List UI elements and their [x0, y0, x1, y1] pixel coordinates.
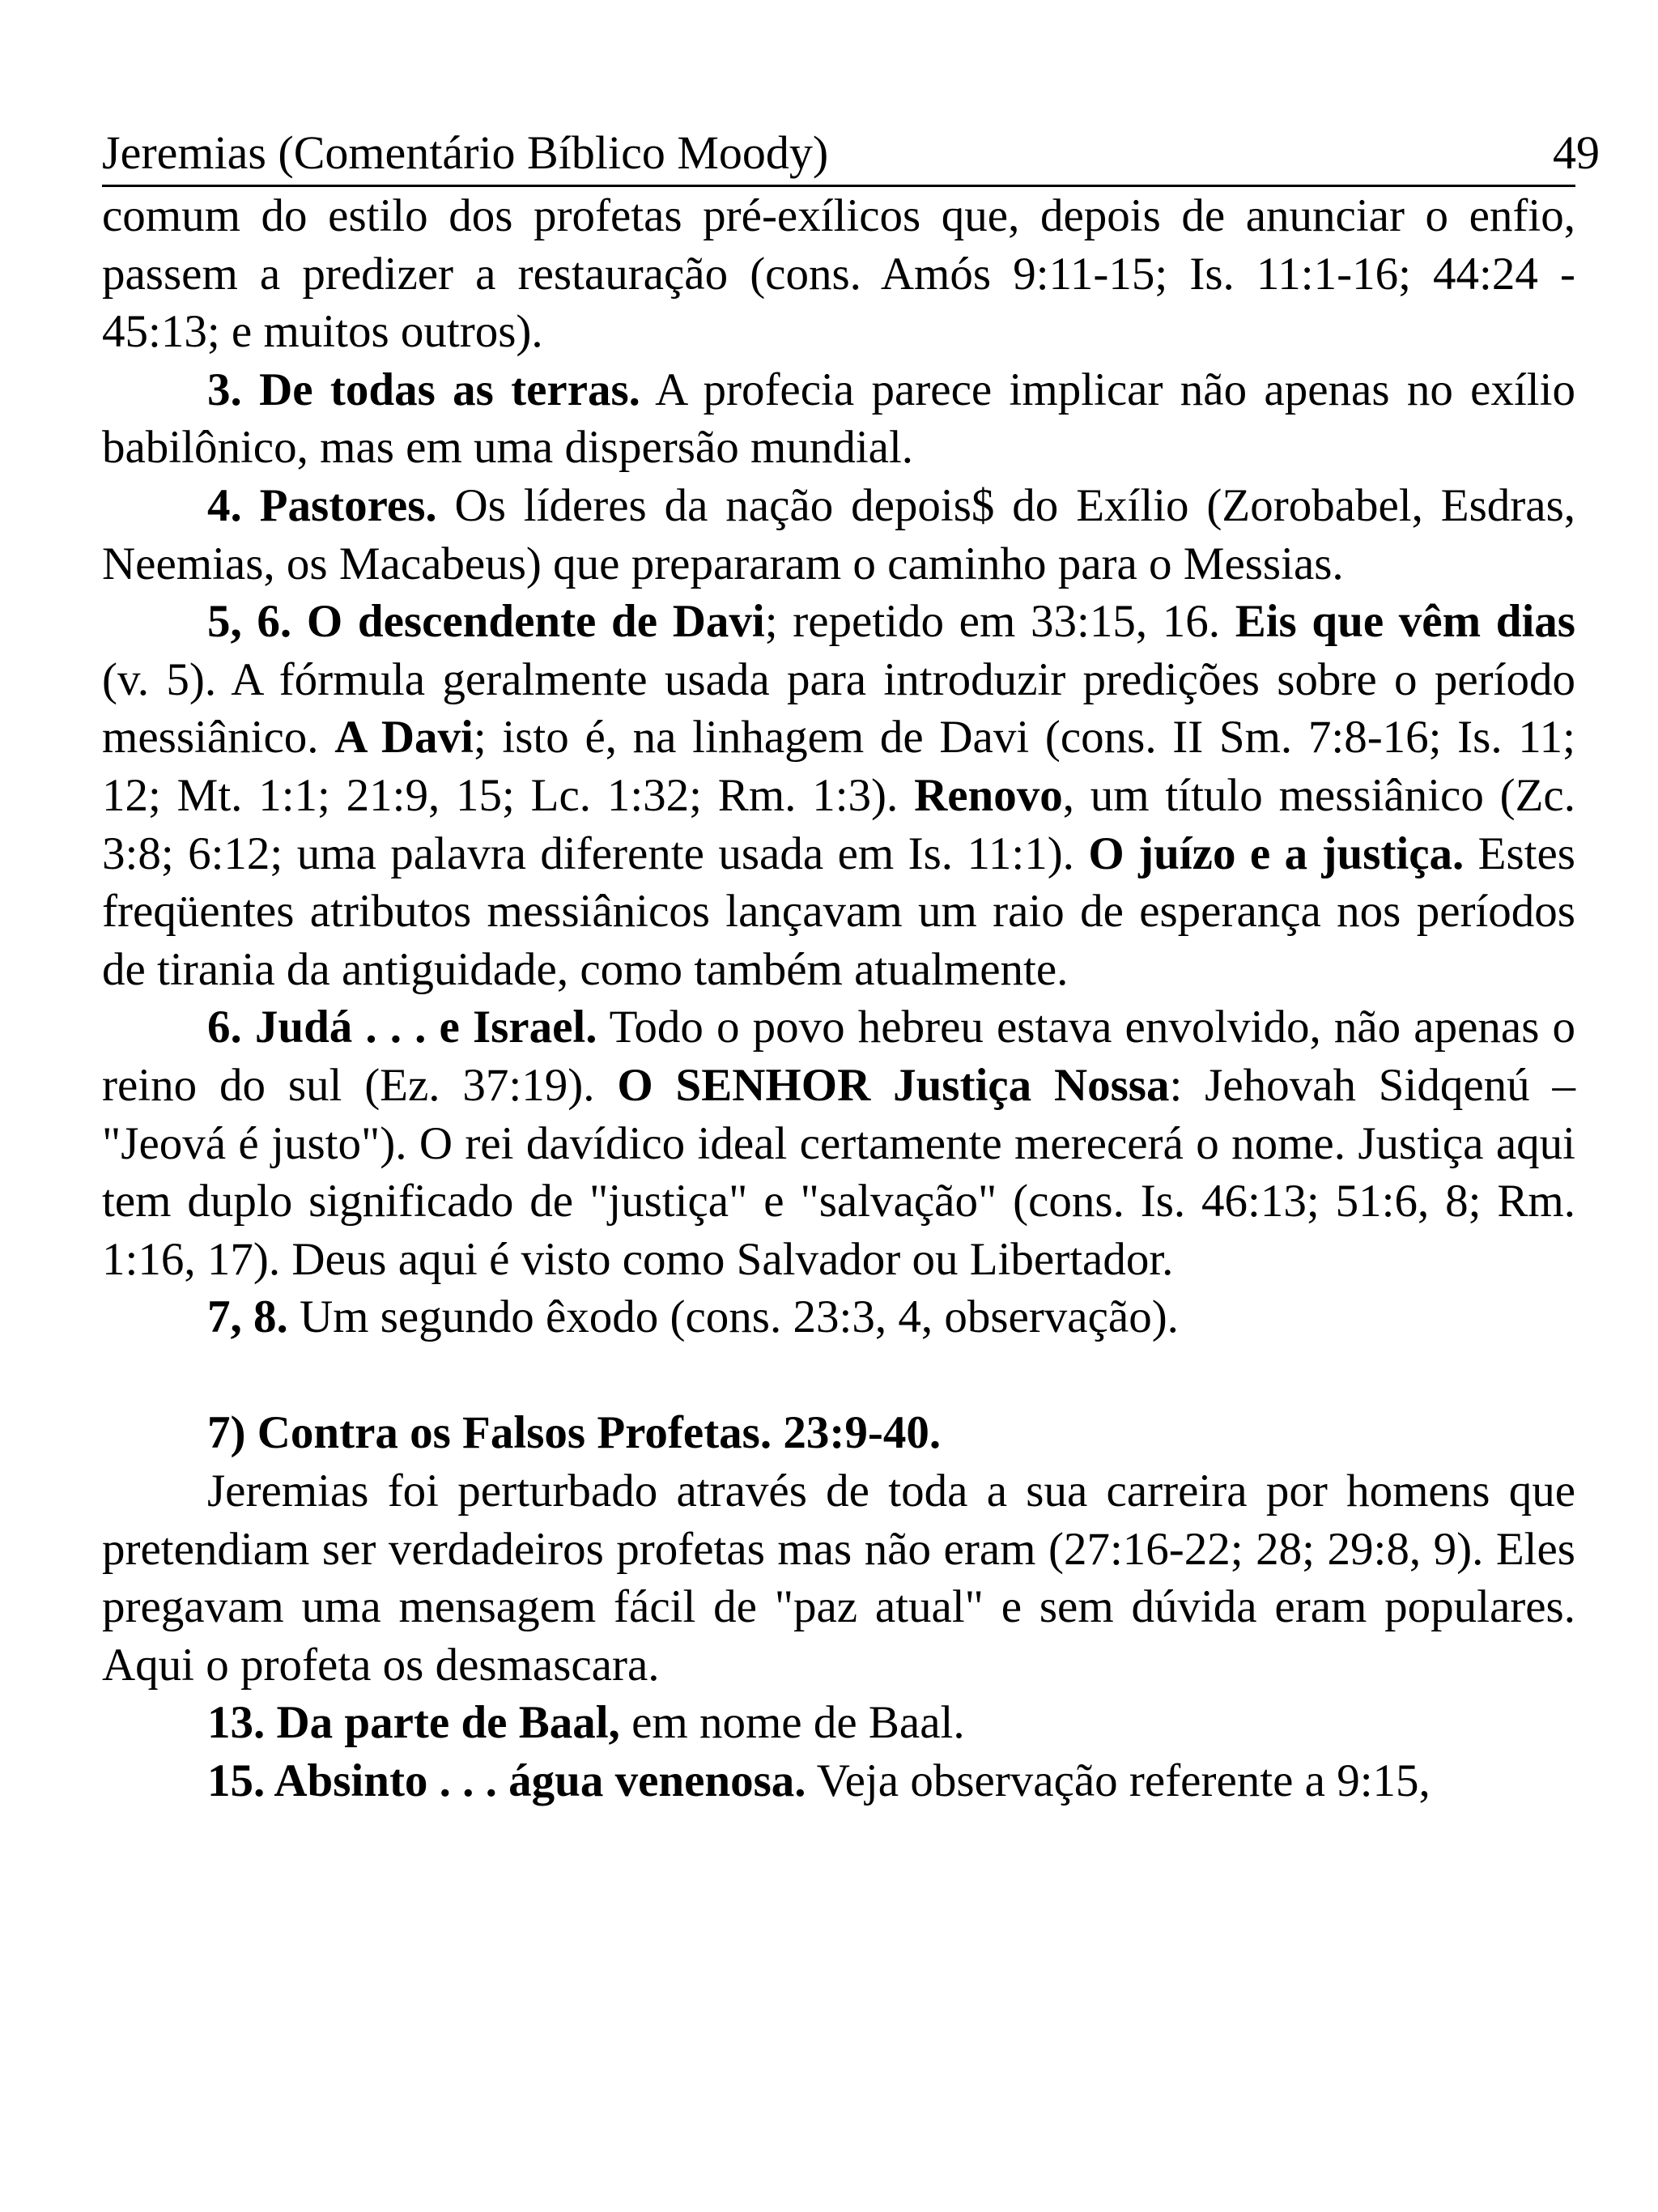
paragraph-descendente-de-davi [102, 593, 1575, 998]
paragraph-text: A profecia parece implicar não apenas no exílio babilônico, mas em uma dispersão mundial. [102, 364, 1575, 474]
bold-term: O juízo e a justiça. [1088, 827, 1465, 879]
bold-term: Renovo [914, 769, 1063, 821]
paragraph-continuation [102, 187, 1575, 361]
verse-reference: 5, 6. O descendente de Davi [207, 596, 765, 648]
paragraph-text: Os líderes da nação depois$ do Exílio (Zorobabel, Esdras, Neemias, os Macabeus) que prepararam o caminho para o Messias. [102, 479, 1576, 589]
verse-reference: 7, 8. [207, 1291, 288, 1343]
document-body [102, 187, 1575, 1810]
paragraph-text: Estes freqüentes atributos messiânicos lançavam um raio de esperança nos períodos de tirania da antiguidade, como também atualmente. [102, 827, 1575, 995]
paragraph-text: comum do estilo dos profetas pré-exílicos que, depois de anunciar o enfio, passem a predizer a restauração (cons. Amós 9:11-15; Is. 11:1-16; 44:24 - 45:13; e muitos outros). [102, 190, 1575, 358]
section-heading-text: 7) Contra os Falsos Profetas. 23:9-40. [207, 1407, 942, 1459]
bold-term: Eis que vêm dias [1235, 596, 1575, 648]
paragraph-de-todas-as-terras [102, 361, 1575, 477]
paragraph-text: Todo o povo hebreu estava envolvido, não apenas o reino do sul (Ez. 37:19). [102, 1002, 1576, 1111]
paragraph-text: ; repetido em 33:15, 16. [764, 596, 1235, 648]
document-page [102, 121, 1600, 1810]
paragraph-text: Veja observação referente a 9:15, [806, 1755, 1431, 1807]
paragraph-text: : Jehovah Sidqenú – "Jeová é justo"). O rei davídico ideal certamente merecerá o nome. Justiça aqui tem duplo significado de "justiça" e "salvação" (cons. Is. 46:13; 51:6, 8; Rm. 1:16, 17). Deus aqui é visto como Salvador ou Libertador. [102, 1059, 1575, 1285]
paragraph-pastores [102, 477, 1575, 593]
paragraph-text: ; isto é, na linhagem de Davi (cons. II Sm. 7:8-16; Is. 11; 12; Mt. 1:1; 21:9, 15; Lc. 1:32; Rm. 1:3). [102, 712, 1575, 821]
bold-term: A Davi [334, 712, 474, 764]
verse-reference: 15. Absinto . . . água venenosa. [207, 1755, 806, 1807]
header-title: Jeremias (Comentário Bíblico Moody) [102, 126, 829, 179]
paragraph-text: , um título messiânico (Zc. 3:8; 6:12; uma palavra diferente usada em Is. 11:1). [102, 769, 1575, 879]
verse-reference: 6. Judá . . . e Israel. [207, 1002, 597, 1053]
paragraph-falsos-profetas-intro [102, 1462, 1575, 1694]
page-number: 49 [1553, 126, 1600, 179]
section-heading [102, 1404, 1575, 1462]
paragraph-text: Jeremias foi perturbado através de toda a sua carreira por homens que pretendiam ser verdadeiros profetas mas não eram (27:16-22; 28; 29:8, 9). Eles pregavam uma mensagem fácil de "paz atual" e sem dúvida eram populares. Aqui o profeta os desmascara. [102, 1465, 1575, 1691]
blank-line [102, 1346, 1575, 1405]
paragraph-da-parte-de-baal [102, 1694, 1575, 1752]
verse-reference: 3. De todas as terras. [207, 364, 640, 415]
paragraph-text: (v. 5). A fórmula geralmente usada para introduzir predições sobre o período messiânico. [102, 653, 1575, 764]
paragraph-absinto [102, 1752, 1575, 1810]
verse-reference: 13. Da parte de Baal, [207, 1697, 620, 1749]
paragraph-segundo-exodo [102, 1288, 1575, 1346]
verse-reference: 4. Pastores. [207, 479, 437, 531]
bold-term: O SENHOR Justiça Nossa [617, 1059, 1170, 1111]
running-header [102, 121, 1600, 187]
paragraph-juda-e-israel [102, 998, 1575, 1288]
paragraph-text: em nome de Baal. [619, 1697, 965, 1749]
paragraph-text: Um segundo êxodo (cons. 23:3, 4, observação). [287, 1291, 1179, 1343]
